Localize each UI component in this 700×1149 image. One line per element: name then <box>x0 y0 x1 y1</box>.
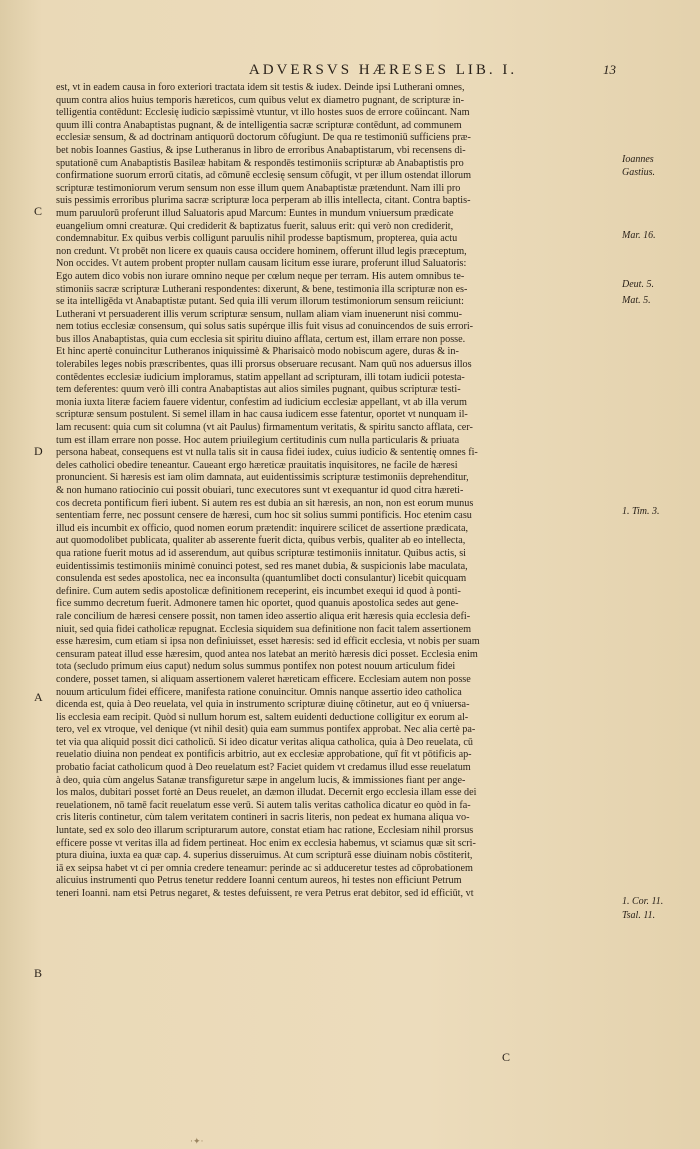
text-line: nem totius ecclesiæ consensum, qui solus satis supérque illis fuit visus ad conuincendos de suis errori- <box>56 321 474 333</box>
text-line: est, vt in eadem causa in foro exteriori tractata idem sit testis & iudex. Deinde ipsi Lutherani omnes, <box>56 82 465 93</box>
text-line: probatio faciat catholicum quod à Deo reuelatum est? Faciet quidem vt credamus illud esse reuelatum <box>56 762 471 774</box>
text-line: monia iuxta literæ faciem fauere videntur, confestim ad iudicium ecclesiæ appellant, vt ab illa verum <box>56 396 467 408</box>
text-line: ptura diuina, iuxta ea quæ cap. 4. superius disseruimus. At cum scripturā esse diuinam nobis cōstiterit, <box>56 850 473 862</box>
text-line: à deo, quia cùm angelus Satanæ transfiguretur sæpe in angelum lucis, & immissiones fiant per ange- <box>56 774 466 786</box>
text-line: mum paruulorū proferunt illud Saluatoris apud Marcum: Euntes in mundum vniuersum prædicate <box>56 207 454 219</box>
text-line: dicenda est, quia à Deo reuelata, vel quia in instrumento scripturæ diuinę cōtinetur, aut eo q̄ vniuersa- <box>56 699 470 711</box>
text-line: ecclesiæ sensum, & ad doctrinam antiquorū doctorum cōfugiunt. De qua re testimoniū sufficiens præ- <box>56 132 471 144</box>
text-line: nouum articulum fidei efficere, manifesta ratione conuincitur. Omnis nanque assertio ideo catholica <box>56 686 462 698</box>
page-number: 13 <box>603 62 616 77</box>
text-line: pronuncient. Si hæresis est iam olim damnata, aut euidentissimis scripturæ testimoniis deprehenditur, <box>56 472 469 484</box>
text-line: qua ratione fuerit motus ad id asserendum, aut quibus scripturæ testimoniis innitatur. Quibus actis, si <box>56 547 466 559</box>
text-line: lam recusent: quia cum sit columna (vt ait Paulus) firmamentum veritatis, & spiritu sancto afflata, cer- <box>56 422 473 434</box>
text-line: cris literis continetur, cùm talem veritatem contineri in sacris literis, non pedeat ex humana aliqua vo- <box>56 812 470 824</box>
text-line: los malos, dubitari posset fortè an Deus reuelet, an dæmon illudat. Decernit ergo ecclesia illam esse dei <box>56 787 477 799</box>
text-line: niuit, sed quia fidei catholicæ repugnat. Ecclesia siquidem sua definitione non facit talem assertionem <box>56 623 472 635</box>
section-letter: A <box>34 690 43 704</box>
margin-note: Ioannes <box>622 154 654 165</box>
text-line: stimoniis sacræ scripturæ Lutherani respondentes: dixerunt, & bene, testimonia illa scripturæ non es- <box>56 283 468 295</box>
text-line: persona habeat, consequens est vt nulla talis sit in causa fidei iudex, cuius iudicio & sententię omnes fi- <box>56 447 478 459</box>
text-line: reuelationem, nō tamē facit reuelatum esse verū. Si autem talis veritas catholica dicatur eo quòd in fa- <box>56 799 471 811</box>
text-line: Lutherani vt persuaderent illis verum scripturæ sensum, nullam aliam viam inuenerunt nisi commu- <box>56 308 462 320</box>
text-line: euidentissimis testimoniis minimè conuinci potest, sed res manet dubia, & suspicionis labe maculata, <box>56 560 468 572</box>
text-line: quum contra alios huius temporis hæreticos, cum quibus velut ex diametro pugnant, de scripturæ in- <box>56 94 464 106</box>
section-letter: B <box>34 966 43 980</box>
text-line: efficere posse vt veritas illa ad fidem pertineat. Hoc enim ex ecclesia habemus, vt sciamus quæ sit scri- <box>56 837 476 849</box>
text-line: tero, vel ex vtroque, vel denique (vt nihil desit) quia eam summus pontifex approbat. Nec alia certè pa- <box>56 724 476 736</box>
text-line: aut quomodolibet publicata, qualiter ab asserente fuerit dicta, quibus verbis, qualiter ab eo intellecta, <box>56 535 466 547</box>
text-line: non credunt. Vt probēt non licere ex quauis causa occidere hominem, offerunt illud legis præceptum, <box>56 245 467 257</box>
margin-note: 1. Cor. 11. <box>622 896 664 907</box>
text-line: suis pessimis erroribus plurima sacræ scripturæ loca perperam ab illis intellecta, citant. Contra baptis- <box>56 195 471 207</box>
catchword: C <box>502 1050 511 1064</box>
text-line: confirmatione suorum errorū citatis, ad cōmunē ecclesię sensum cōfugit, vt per illum ostendat illorum <box>56 170 472 182</box>
text-line: scripturæ sensum postulent. Si semel illam in hac causa iudicem esse fatentur, oportet vt nunquam il- <box>56 409 468 421</box>
text-line: censuram pateat illud esse hæresim, quod antea nos latebat an meritò hæresis dici posset. Ecclesia enim <box>56 648 478 660</box>
text-line: contēdentes ecclesiæ iudicium imploramus, statim appellant ad scripturam, illi totam iudicii potesta- <box>56 371 465 383</box>
text-line: bus illos Anabaptistas, quia cum ecclesia sit spiritu diuino afflata, certum est, illam errare non posse. <box>56 333 466 345</box>
margin-note: Mar. 16. <box>622 230 656 241</box>
text-line: fice summo decretum fuerit. Admonere tamen hic oportet, quod quanuis apostolica sedes aut gene- <box>56 598 459 610</box>
text-line: definire. Cum autem sedis apostolicæ definitionem receperint, eis incumbet exequi id quod à ponti- <box>56 585 461 597</box>
text-line: quum illi contra Anabaptistas pugnant, & de intelligentia sacræ scripturæ contēdunt, ad communem <box>56 119 462 131</box>
section-letter: C <box>34 204 43 218</box>
text-line: & non humano ratiocinio cui possit obuiari, tunc executores sunt vt exequantur id quod citra hæreti- <box>56 485 464 496</box>
margin-note: Mat. 5. <box>622 295 651 306</box>
text-line: scripturæ testimoniorum verum sensum non esse illum quem Anabaptistæ prætendunt. Nam illi pro <box>56 182 461 194</box>
text-line: cos decreta pontificum fieri iubent. Si autem res est dubia an sit hæresis, an non, non est eorum munus <box>56 497 474 509</box>
text-line: consulenda est sedes apostolica, nec ea inconsulta (quantumlibet docti consulantur) licebit quicquam <box>56 573 467 585</box>
text-line: sputationē cum Anabaptistis Basileæ habitam & respondēs testimoniis scripturæ ab Anabaptistis pro <box>56 157 464 169</box>
text-line: teneri Ioanni. nam etsi Petrus negaret, & testes defuissent, re vera Petrus erat debitor, sed id efficiūt, vt <box>56 888 474 899</box>
margin-note: Gastius. <box>622 167 656 178</box>
text-line: illud eis incumbit ex officio, quod nomen eorum prætendit: inquirere scilicet de assertione prædicata, <box>56 522 469 534</box>
text-line: deles catholici obedire teneantur. Caueant ergo hæreticæ prauitatis inquisitores, ne facile de hæresi <box>56 459 458 471</box>
text-line: condere, posset tamen, si aliquam assertionem valeret hæreticam efficere. Ecclesiam autem non posse <box>56 673 471 685</box>
text-line: alicuius instrumenti quo Petrus tenetur reddere Ioanni centum aureos, hi testes non efficiunt Petrum <box>56 875 462 887</box>
text-line: condemnabitur. Ex quibus verbis colligunt paruulis nihil prodesse baptismum, propterea, quia actu <box>56 233 458 245</box>
text-line: Et hinc apertè conuincitur Lutheranos iniquissimè & Pharisaicò modo nobiscum agere, duras & in- <box>56 346 459 358</box>
text-line: Non occides. Vt autem probent propter nullam causam licitum esse iurare, proferunt illud Saluatoris: <box>56 258 467 270</box>
text-line: tolerabiles leges nobis præscribentes, quas illi prorsus obseruare recusant. Nam quū nos aduersus illos <box>56 359 472 371</box>
text-line: tem deferentes: quum verò illi contra Anabaptistas aut alios similes pugnant, quibus scripturæ testi- <box>56 384 461 396</box>
text-line: lis ecclesia eam recipit. Quòd si nullum horum est, saltem euidenti deductione colligitur ex eorum al- <box>56 711 469 723</box>
text-body <box>56 82 619 901</box>
text-line: tet via qua aliquid possit dici catholicū. Si ideo dicatur veritas aliqua catholica, quia à Deo reuelata, cū <box>56 736 473 748</box>
text-line: euangelium omni creaturæ. Qui crediderit & baptizatus fuerit, saluus erit: qui verò non crediderit, <box>56 220 454 232</box>
text-line: luntate, sed ex solo deo illarum scripturarum autore, constat etiam hac ratione, Ecclesiam nihil prorsus <box>56 825 474 837</box>
ornament-mark: ·✦· <box>190 1136 204 1146</box>
running-head: ADVERSVS HÆRESES LIB. I. <box>248 62 518 78</box>
text-line: sententiam ferre, nec possunt censere de hæresi, cum hoc sit solius summi pontificis. Hoc etenim casu <box>56 510 472 522</box>
text-line: Ego autem dico vobis non iurare omnino neque per cœlum neque per terram. His autem omnibus te- <box>56 270 465 282</box>
margin-note: Deut. 5. <box>622 279 654 290</box>
text-line: bet nobis Ioannes Gastius, & ipse Lutheranus in libro de erroribus Anabaptistarum, vbi recensens di- <box>56 144 466 156</box>
margin-note: 1. Tim. 3. <box>622 506 660 517</box>
text-line: esse hæresim, cum etiam si ipsa non definiuisset, esset hæresis: sed id efficit ecclesia, vt nobis per suam <box>56 636 480 648</box>
section-letter: D <box>34 444 43 458</box>
text-line: se ita intelligēda vt Anabaptistæ putant. Sed quia illi verum illorum testimoniorum sensum reiiciunt: <box>56 296 465 308</box>
text-line: iā ex seipsa habet vt ci per omnia credere teneamur: perinde ac si adduceretur testes ad cōprobationem <box>56 862 473 874</box>
text-line: telligentia contēdunt: Ecclesię iudicio sæpissimè vtuntur, vt illo hostes suos de errore coūincant. Nam <box>56 107 470 119</box>
margin-note: Tsal. 11. <box>622 910 656 921</box>
text-line: reuelatio diuina non pendeat ex pontificis arbitrio, aut ex ecclesiæ approbatione, quī fit vt pōtificis ap- <box>56 749 472 761</box>
text-line: tota (secludo primum eius caput) nedum solus summus pontifex non potest nouum articulum fidei <box>56 661 456 673</box>
text-line: rale concilium de hæresi censere possit, non tamen ideo assertio aliqua erit hæresis quia ecclesia defi- <box>56 610 471 622</box>
text-line: tum est illam errare non posse. Hoc autem priuilegium certitudinis cum nulla particularis & priuata <box>56 434 460 446</box>
